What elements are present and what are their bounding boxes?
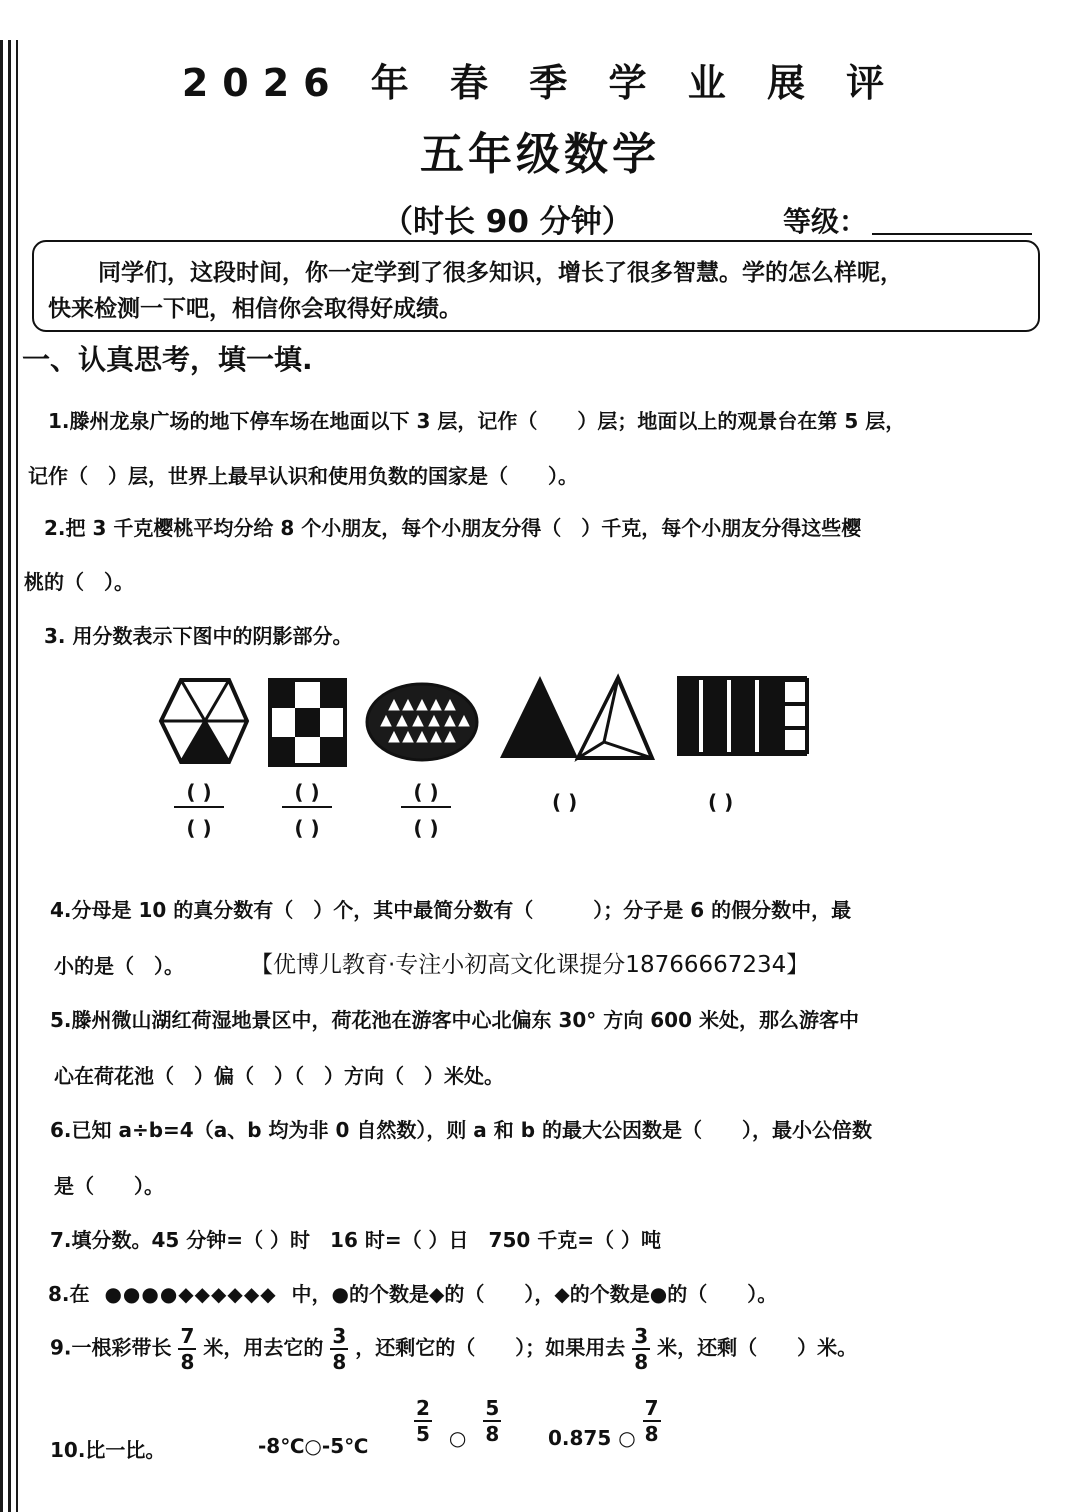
- question-2-line-1: 2.把 3 千克樱桃平均分给 8 个小朋友，每个小朋友分得（ ）千克，每个小朋友分得这些樱: [44, 516, 862, 540]
- fraction-compare: [414, 1396, 501, 1450]
- question-6-line-2: 是（ ）。: [54, 1174, 164, 1198]
- question-8: [48, 1278, 777, 1307]
- answer-blank-3-bottom: ( ): [413, 816, 439, 840]
- fraction-denominator: 5: [416, 1422, 430, 1446]
- fraction-3-8-a: [330, 1326, 348, 1372]
- fraction-numerator: 3: [634, 1324, 649, 1348]
- fraction-numerator: 5: [485, 1396, 500, 1420]
- hexagon-figure: [161, 680, 247, 762]
- question-10-label: 10.比一比。: [50, 1438, 166, 1462]
- question-9-mid-2: ，还剩它的（ ）；如果用去: [355, 1335, 626, 1360]
- compare-circle[interactable]: ○: [448, 1425, 467, 1450]
- intro-line-1: 同学们，这段时间，你一定学到了很多知识，增长了很多智慧。学的怎么样呢，: [98, 260, 903, 286]
- fraction-denominator: 8: [644, 1422, 659, 1446]
- fraction-7-8-b: [643, 1398, 661, 1444]
- shaded-figures: [155, 670, 815, 775]
- question-6-line-1: 6.已知 a÷b=4（a、b 均为非 0 自然数），则 a 和 b 的最大公因数是（ ），最小公倍数: [50, 1118, 873, 1142]
- answer-blank-1-bottom: ( ): [186, 816, 212, 840]
- answer-blank-2-top: ( ): [282, 782, 332, 808]
- fraction-denominator: 8: [332, 1350, 347, 1374]
- decimal-compare: [548, 1396, 661, 1450]
- question-9-suffix: 米，还剩（ ）米。: [657, 1335, 858, 1360]
- answer-blank-2-bottom: ( ): [294, 816, 320, 840]
- exam-title: 2026 年 春 季 学 业 展 评: [181, 61, 899, 105]
- fraction-7-8: [178, 1326, 196, 1372]
- question-9-prefix: 9.一根彩带长: [50, 1335, 172, 1360]
- fraction-denominator: 8: [180, 1350, 195, 1374]
- fraction-numerator: 3: [332, 1324, 347, 1348]
- temperature-compare: -8℃○-5℃: [258, 1434, 369, 1458]
- binding-line-3: [16, 40, 18, 1512]
- intro-line-2: 快来检测一下吧，相信你会取得好成绩。: [48, 296, 462, 322]
- watermark-text: 【优博儿教育·专注小初高文化课提分18766667234】: [250, 952, 810, 978]
- answer-blank-5[interactable]: ( ): [708, 790, 734, 814]
- checkered-square-figure: [270, 680, 345, 765]
- question-1-line-2: 记作（ ）层，世界上最早认识和使用负数的国家是（ ）。: [28, 464, 578, 488]
- question-2-line-2: 桃的（ ）。: [24, 570, 134, 594]
- question-5-line-1: 5.滕州微山湖红荷湿地景区中，荷花池在游客中心北偏东 30° 方向 600 米处，那么游客中: [50, 1008, 859, 1032]
- fraction-2-5: [414, 1398, 432, 1444]
- question-8-prefix: 8.在: [48, 1282, 90, 1306]
- question-3: 3. 用分数表示下图中的阴影部分。: [44, 624, 353, 648]
- question-4-line-1: 4.分母是 10 的真分数有（ ）个，其中最简分数有（ ）；分子是 6 的假分数中，最: [50, 898, 852, 922]
- question-4-line-2: 小的是（ ）。: [54, 954, 184, 978]
- question-7: 7.填分数。45 分钟=（ ）时 16 时=（ ）日 750 千克=（ ）吨: [50, 1228, 661, 1252]
- answer-blank-3-top: ( ): [401, 782, 451, 808]
- grade-label: 等级：: [783, 205, 868, 238]
- grade-blank[interactable]: [872, 233, 1032, 235]
- decimal-value: 0.875 ○: [548, 1425, 636, 1450]
- fraction-numerator: 7: [180, 1324, 195, 1348]
- oval-triangles-figure: [367, 684, 477, 760]
- fraction-numerator: 2: [416, 1396, 430, 1420]
- fraction-3-8-b: [632, 1326, 650, 1372]
- question-9-mid-1: 米，用去它的: [203, 1335, 324, 1360]
- answer-blank-4[interactable]: ( ): [552, 790, 578, 814]
- answer-blank-1-top: ( ): [174, 782, 224, 808]
- answer-blank-3[interactable]: [401, 782, 451, 838]
- answer-blank-2[interactable]: [282, 782, 332, 838]
- binding-line-1: [0, 40, 3, 1512]
- fraction-denominator: 8: [634, 1350, 649, 1374]
- fraction-numerator: 7: [644, 1396, 659, 1420]
- section-title: 一、认真思考，填一填.: [22, 343, 313, 376]
- binding-line-2: [8, 40, 11, 1512]
- fraction-denominator: 8: [485, 1422, 500, 1446]
- question-1-line-1: 1.滕州龙泉广场的地下停车场在地面以下 3 层，记作（ ）层；地面以上的观景台在第 5 层，: [48, 409, 906, 433]
- question-9: [50, 1326, 857, 1372]
- rectangle-strips-figure: [677, 676, 807, 756]
- question-5-line-2: 心在荷花池（ ）偏（ ）（ ）方向（ ）米处。: [54, 1064, 504, 1088]
- subject-title: 五年级数学: [420, 129, 660, 180]
- triangles-figure: [500, 676, 652, 758]
- answer-blank-1[interactable]: [174, 782, 224, 838]
- question-8-text: 中，●的个数是◆的（ ），◆的个数是●的（ ）。: [291, 1282, 778, 1306]
- fraction-5-8: [483, 1398, 501, 1444]
- shape-sequence: ●●●●◆◆◆◆◆◆: [104, 1282, 277, 1306]
- exam-duration: （时长 90 分钟）: [382, 204, 633, 240]
